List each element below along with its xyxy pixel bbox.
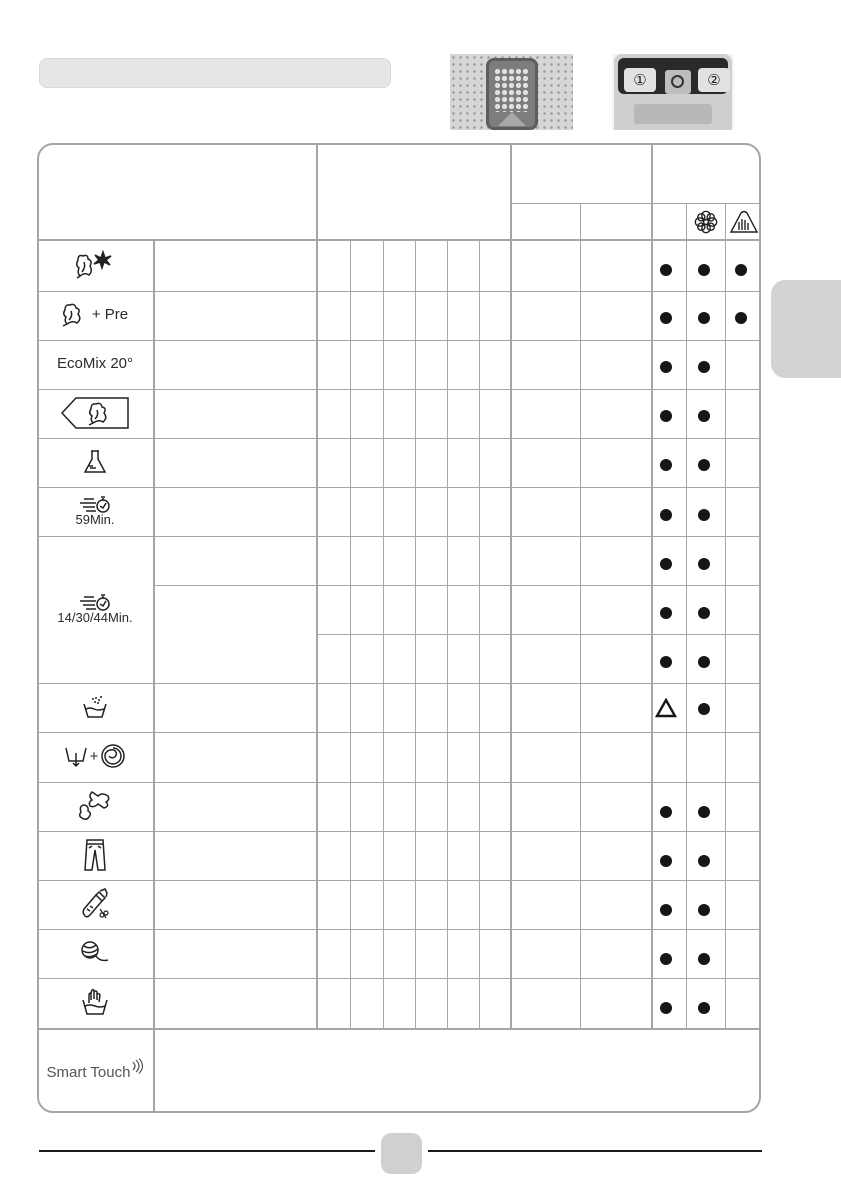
marker-dot xyxy=(698,410,710,422)
marker-dot xyxy=(698,1002,710,1014)
marker-dot xyxy=(660,459,672,471)
section-title-bar xyxy=(39,58,391,88)
marker-dot xyxy=(698,855,710,867)
marker-dot xyxy=(660,806,672,818)
jeans-icon xyxy=(39,830,151,879)
spin-icon xyxy=(100,743,126,769)
rapid-timer-icon xyxy=(78,495,112,513)
marker-dot xyxy=(698,607,710,619)
marker-dot xyxy=(698,509,710,521)
marker-dot xyxy=(660,264,672,276)
marker-dot xyxy=(660,656,672,668)
marker-dot xyxy=(698,806,710,818)
rinse-icon xyxy=(39,682,151,731)
cotton-prewash-cell xyxy=(39,290,151,339)
marker-dot xyxy=(698,264,710,276)
marker-dot xyxy=(735,264,747,276)
marker-dot xyxy=(698,953,710,965)
compartment-2-label: ② xyxy=(698,68,730,92)
rapid-short-label: 14/30/44Min. xyxy=(57,609,133,625)
marker-dot xyxy=(660,953,672,965)
wool-icon xyxy=(39,928,151,977)
drain-icon xyxy=(64,744,88,768)
marker-dot xyxy=(660,410,672,422)
ecomix-cell xyxy=(39,339,151,388)
compartment-1-label: ① xyxy=(624,68,656,92)
marker-dot xyxy=(698,558,710,570)
marker-dot xyxy=(698,312,710,324)
marker-dot xyxy=(698,904,710,916)
marker-dot xyxy=(698,361,710,373)
rapid-59-cell xyxy=(39,486,151,535)
marker-dot xyxy=(698,459,710,471)
page-number-box xyxy=(381,1133,422,1174)
smart-touch-label: Smart Touch xyxy=(46,1064,131,1081)
dispenser-compartments-photo xyxy=(612,54,734,130)
prewash-label: + Pre xyxy=(91,306,129,323)
ecomix-label: EcoMix 20° xyxy=(56,355,134,372)
marker-dot xyxy=(660,904,672,916)
starch-icon xyxy=(725,205,761,239)
hand-wash-icon xyxy=(39,977,151,1026)
marker-dot xyxy=(698,656,710,668)
marker-dot xyxy=(660,312,672,324)
marker-dot xyxy=(660,509,672,521)
drain-spin-cell xyxy=(39,731,151,781)
flask-icon xyxy=(39,437,151,486)
marker-triangle xyxy=(655,698,677,718)
language-section-tab xyxy=(771,280,841,378)
marker-dot xyxy=(660,361,672,373)
cotton-icon xyxy=(62,303,88,327)
cotton-label-icon xyxy=(39,388,151,437)
footer-rule-right xyxy=(428,1150,762,1152)
rapid-timer-icon xyxy=(78,593,112,611)
plus-label: + xyxy=(89,747,99,765)
smart-touch-logo xyxy=(39,1030,153,1113)
organic-cotton-icon xyxy=(39,239,151,289)
marker-dot xyxy=(660,855,672,867)
rapid-59-label: 59Min. xyxy=(75,511,115,527)
fabric-softener-icon xyxy=(686,205,725,239)
nfc-waves-icon xyxy=(131,1058,145,1074)
marker-dot xyxy=(660,558,672,570)
marker-dot xyxy=(698,703,710,715)
baby-bottle-icon xyxy=(39,879,151,928)
marker-dot xyxy=(660,607,672,619)
footer-rule-left xyxy=(39,1150,375,1152)
mixed-fabrics-icon xyxy=(39,781,151,830)
marker-dot xyxy=(735,312,747,324)
rapid-short-cell xyxy=(39,535,151,682)
detergent-drawer-photo xyxy=(450,54,573,130)
marker-dot xyxy=(660,1002,672,1014)
